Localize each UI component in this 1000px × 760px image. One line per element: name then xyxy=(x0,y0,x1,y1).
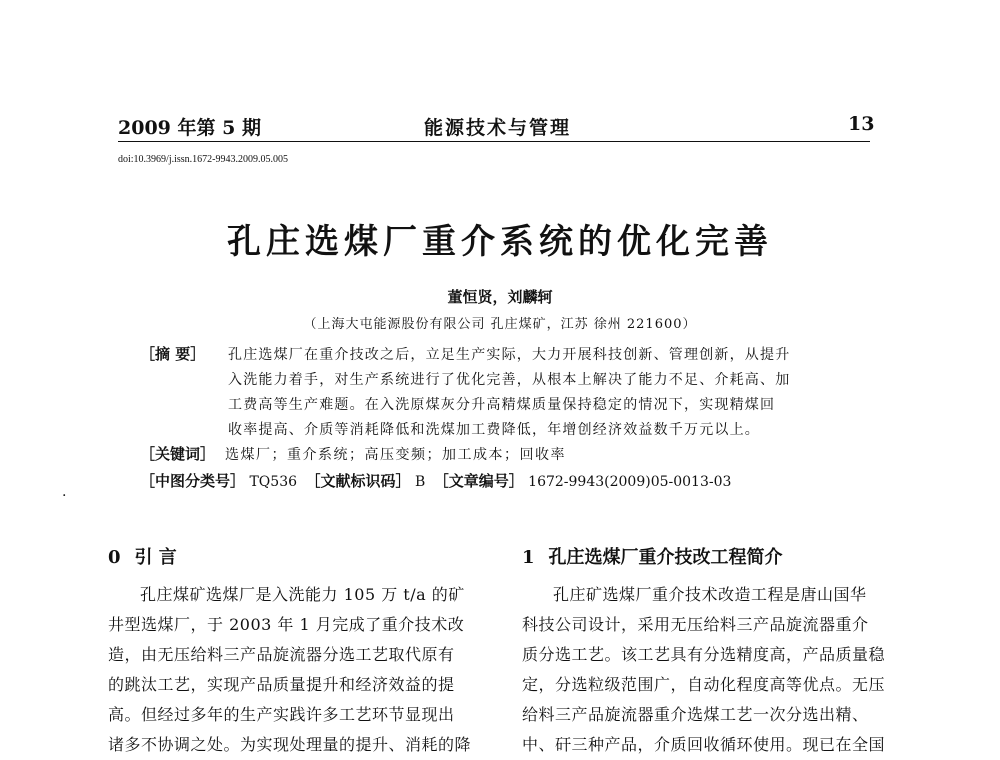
stray-mark: . xyxy=(62,484,67,500)
section-0-title: 引 言 xyxy=(134,547,177,568)
section-1-title: 孔庄选煤厂重介技改工程简介 xyxy=(548,547,783,568)
section-0-heading xyxy=(108,543,177,569)
header-journal: 能源技术与管理 xyxy=(424,117,572,139)
section-1-paragraph-line: 定，分选粒级范围广，自动化程度高等优点。无压 xyxy=(522,675,886,694)
paper-title: 孔庄选煤厂重介系统的优化完善 xyxy=(227,222,773,262)
doc-code-value: B xyxy=(414,474,426,490)
abstract-label: ［摘 要］ xyxy=(140,345,206,363)
clc-label: ［中图分类号］ xyxy=(140,472,246,490)
affiliation: （上海大屯能源股份有限公司 孔庄煤矿，江苏 徐州 221600） xyxy=(303,317,697,332)
clc-value: TQ536 xyxy=(249,474,298,490)
header-issue: 2009 年第 5 期 xyxy=(118,117,261,139)
keywords-row xyxy=(140,443,566,464)
abstract-line: 工费高等生产难题。在入洗原煤灰分升高精煤质量保持稳定的情况下，实现精煤回 xyxy=(228,397,776,413)
section-0-paragraph-line: 的跳汰工艺，实现产品质量提升和经济效益的提 xyxy=(108,675,455,694)
section-0-number: 0 xyxy=(108,547,121,568)
header-rule xyxy=(118,141,870,142)
keywords-label: ［关键词］ xyxy=(140,445,216,463)
doi: doi:10.3969/j.issn.1672-9943.2009.05.005 xyxy=(118,154,289,165)
abstract-line: 入洗能力着手，对生产系统进行了优化完善，从根本上解决了能力不足、介耗高、加 xyxy=(228,372,791,388)
article-number-value: 1672-9943(2009)05-0013-03 xyxy=(528,474,732,490)
article-number-label: ［文章编号］ xyxy=(433,472,524,490)
classification-row xyxy=(140,470,731,491)
abstract-line: 孔庄选煤厂在重介技改之后，立足生产实际，大力开展科技创新、管理创新，从提升 xyxy=(228,347,791,363)
section-1-number: 1 xyxy=(522,547,535,568)
section-0-paragraph-line: 孔庄煤矿选煤厂是入洗能力 105 万 t/a 的矿 xyxy=(140,585,465,604)
section-1-paragraph-line: 中、矸三种产品，介质回收循环使用。现已在全国 xyxy=(522,735,886,754)
authors: 董恒贤，刘麟轲 xyxy=(447,288,553,306)
section-1-paragraph-line: 孔庄矿选煤厂重介技术改造工程是唐山国华 xyxy=(553,585,867,604)
doc-code-label: ［文献标识码］ xyxy=(305,472,411,490)
section-0-paragraph-line: 高。但经过多年的生产实践许多工艺环节显现出 xyxy=(108,705,455,724)
section-1-paragraph-line: 给料三产品旋流器重介选煤工艺一次分选出精、 xyxy=(522,705,869,724)
section-1-paragraph-line: 科技公司设计，采用无压给料三产品旋流器重介 xyxy=(522,615,869,634)
section-0-paragraph-line: 井型选煤厂，于 2003 年 1 月完成了重介技术改 xyxy=(108,615,465,634)
section-0-paragraph-line: 诸多不协调之处。为实现处理量的提升、消耗的降 xyxy=(108,735,472,754)
header-page-number: 13 xyxy=(848,113,875,135)
section-1-paragraph-line: 质分选工艺。该工艺具有分选精度高，产品质量稳 xyxy=(522,645,886,664)
section-1-heading xyxy=(522,543,783,569)
section-0-paragraph-line: 造，由无压给料三产品旋流器分选工艺取代原有 xyxy=(108,645,455,664)
abstract-line: 收率提高、介质等消耗降低和洗煤加工费降低，年增创经济效益数千万元以上。 xyxy=(228,422,760,438)
keywords-value: 选煤厂；重介系统；高压变频；加工成本；回收率 xyxy=(225,447,567,463)
